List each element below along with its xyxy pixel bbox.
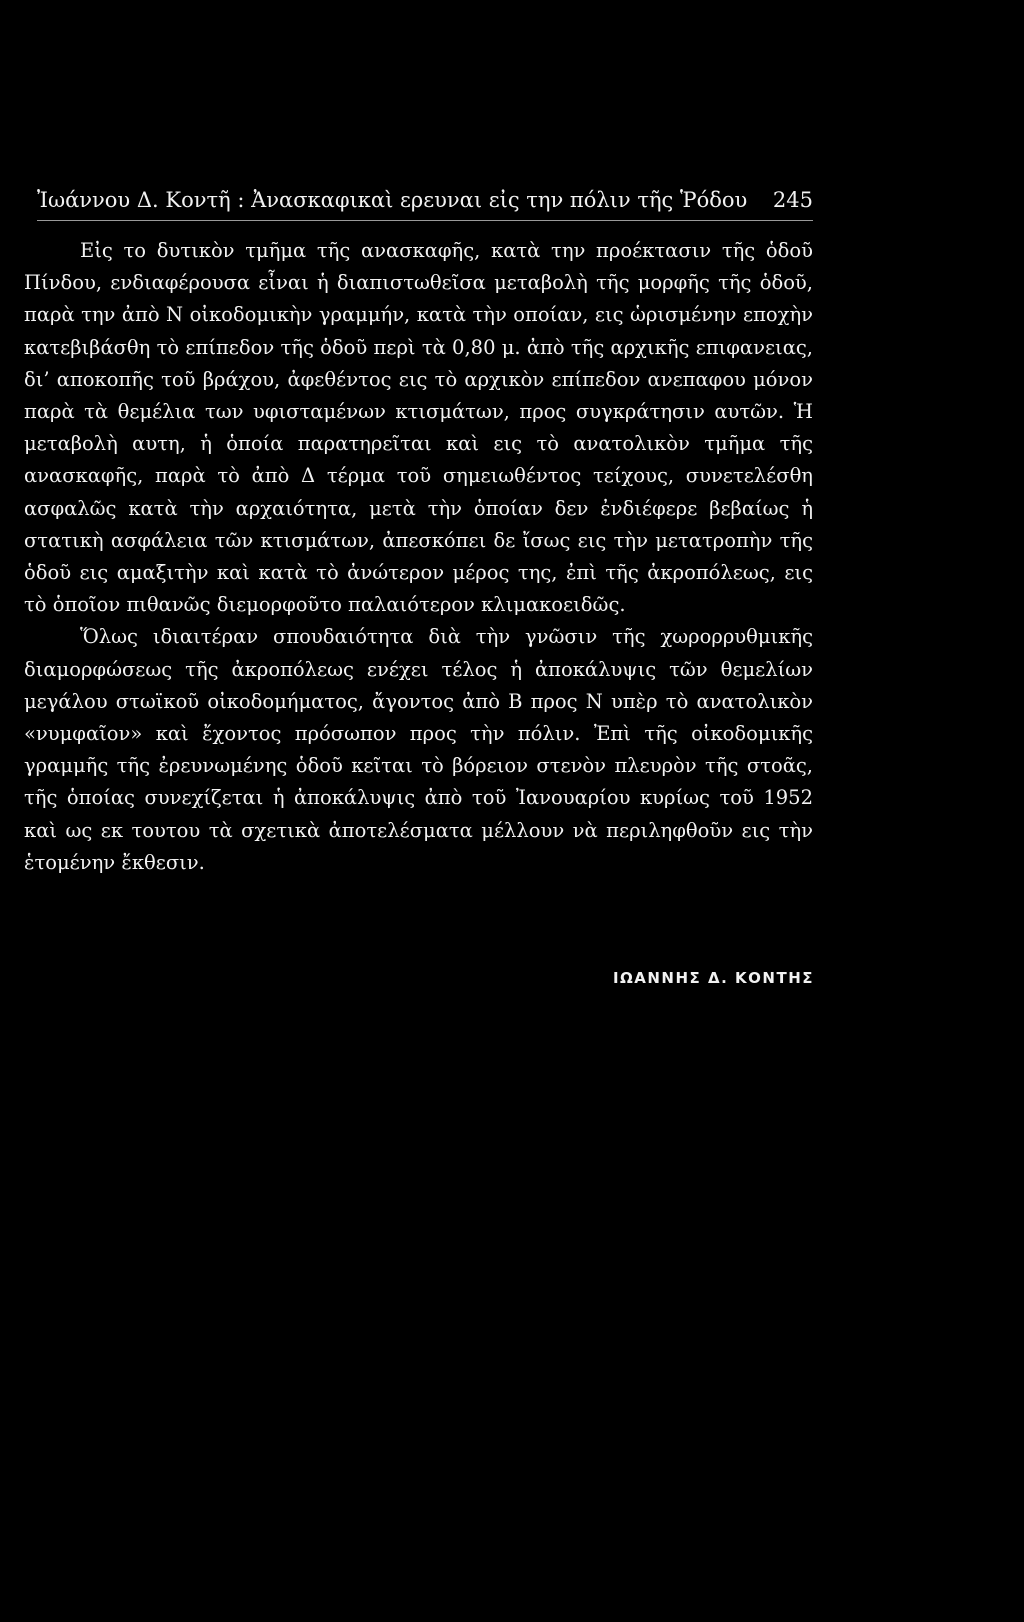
header-rule (37, 220, 813, 221)
author-signature: ΙΩΑΝΝΗΣ Δ. ΚΟΝΤΗΣ (612, 969, 814, 987)
running-header (37, 182, 813, 218)
article-body (24, 235, 813, 879)
paragraph-2: Ὅλως ιδιαιτέραν σπουδαιότητα διὰ τὴν γνῶσιν τῆς χωρορρυθμικῆς διαμορφώσεως τῆς ἀκροπόλεως ενέχει τέλος ἡ ἀποκάλυψις τῶν θεμελίων μεγάλου στωϊκοῦ οἰκοδομήματος, ἄγοντος ἀπὸ Β προς Ν υπὲρ τὸ ανατολικὸν «νυμφαῖον» καὶ ἔχοντος πρόσωπον προς τὴν πόλιν. Ἐπὶ τῆς οἰκοδομικῆς γραμμῆς τῆς ἐρευνωμένης ὁδοῦ κεῖται τὸ βόρειον στενὸν πλευρὸν τῆς στοᾶς, τῆς ὁποίας συνεχίζεται ἡ ἀποκάλυψις ἀπὸ τοῦ Ἰανουαρίου κυρίως τοῦ 1952 καὶ ως εκ τουτου τὰ σχετικὰ ἀποτελέσματα μέλλουν νὰ περιληφθοῦν εις τὴν ἑτομένην ἔκθεσιν. (24, 625, 813, 874)
running-header-title: Ἰωάννου Δ. Κοντῆ : Ἀνασκαφικαὶ ερευναι εἰς την πόλιν τῆς Ῥόδου (37, 188, 748, 212)
page-number: 245 (772, 188, 813, 212)
paragraph-1: Εἰς το δυτικὸν τμῆμα τῆς ανασκαφῆς, κατὰ την προέκτασιν τῆς ὁδοῦ Πίνδου, ενδιαφέρουσα εἶναι ἡ διαπιστωθεῖσα μεταβολὴ τῆς μορφῆς τῆς ὁδοῦ, παρὰ την ἀπὸ Ν οἰκοδομικὴν γραμμήν, κατὰ τὴν οποίαν, εις ὡρισμένην εποχὴν κατεβιβάσθη τὸ επίπεδον τῆς ὁδοῦ περὶ τὰ 0,80 μ. ἀπὸ τῆς αρχικῆς επιφανειας, δι’ αποκοπῆς τοῦ βράχου, ἀφεθέντος εις τὸ αρχικὸν επίπεδον ανεπαφου μόνον παρὰ τὰ θεμέλια των υφισταμένων κτισμάτων, προς συγκράτησιν αυτῶν. Ἡ μεταβολὴ αυτη, ἡ ὁποία παρατηρεῖται καὶ εις τὸ ανατολικὸν τμῆμα τῆς ανασκαφῆς, παρὰ τὸ ἀπὸ Δ τέρμα τοῦ σημειωθέντος τείχους, συνετελέσθη ασφαλῶς κατὰ τὴν αρχαιότητα, μετὰ τὴν ὁποίαν δεν ἐνδιέφερε βεβαίως ἡ στατικὴ ασφάλεια τῶν κτισμάτων, ἀπεσκόπει δε ἴσως εις τὴν μετατροπὴν τῆς ὁδοῦ εις αμαξιτὴν καὶ κατὰ τὸ ἀνώτερον μέρος της, ἐπὶ τῆς ἀκροπόλεως, εις τὸ ὁποῖον πιθανῶς διεμορφοῦτο παλαιότερον κλιμακοειδῶς. (24, 239, 813, 617)
